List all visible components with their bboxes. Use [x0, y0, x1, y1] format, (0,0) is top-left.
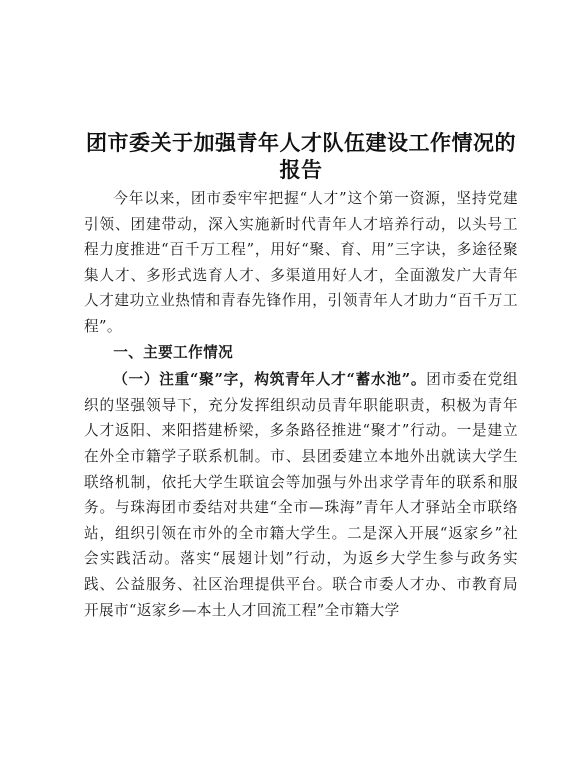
section-heading: 一、主要工作情况	[113, 343, 234, 361]
intro-paragraph: 今年以来，团市委牢牢把握“人才”这个第一资源，坚持党建引领、团建带动，深入实施新时代青年人才培养行动，以头号工程力度推进“百千万工程”，用好“聚、育、用”三字诀，多途径聚集人才、多形式选育人才、多渠道用好人才，全面激发广大青年人才建功立业热情和青春先锋作用，引领青年人才助力“百千万工程”。	[84, 190, 518, 335]
item-lead: （一）注重“聚”字，构筑青年人才“蓄水池”。	[113, 371, 427, 389]
item-paragraph	[84, 367, 518, 623]
document-page	[84, 130, 518, 623]
item-body: 团市委在党组织的坚强领导下，充分发挥组织动员青年职能职责，积极为青年人才返阳、来阳搭建桥梁，多条路径推进“聚才”行动。一是建立在外全市籍学子联系机制。市、县团委建立本地外出就读大学生联络机制，依托大学生联谊会等加强与外出求学青年的联系和服务。与珠海团市委结对共建“全市—珠海”青年人才驿站全市联络站，组织引领在市外的全市籍大学生。二是深入开展“返家乡”社会实践活动。落实“展翅计划”行动，为返乡大学生参与政务实践、公益服务、社区治理提供平台。联合市委人才办、市教育局开展市“返家乡—本土人才回流工程”全市籍大学	[84, 371, 518, 619]
document-title: 团市委关于加强青年人才队伍建设工作情况的报告	[86, 131, 516, 182]
